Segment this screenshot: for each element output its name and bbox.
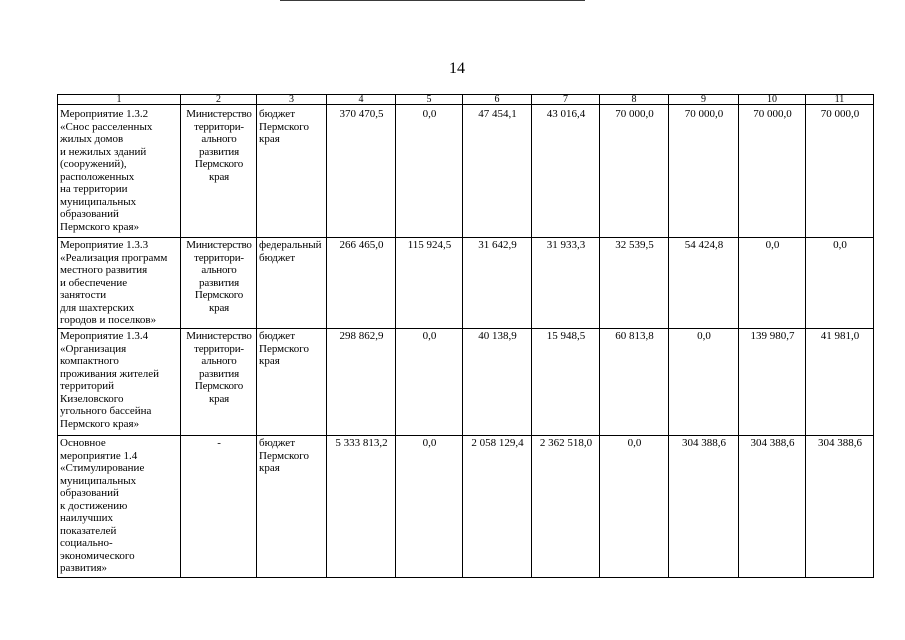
text-line: бюджет bbox=[259, 108, 295, 120]
cell-value: 0,0 bbox=[669, 329, 739, 436]
text-line: «Реализация программ bbox=[60, 251, 168, 264]
column-number: 1 bbox=[58, 95, 181, 105]
text-line: и нежилых зданий bbox=[60, 145, 147, 158]
cell-value: 0,0 bbox=[396, 436, 463, 578]
text-line: к достижению bbox=[60, 499, 128, 512]
text-line: муниципальных bbox=[60, 474, 137, 487]
header-row bbox=[58, 95, 874, 105]
cell-value: 298 862,9 bbox=[327, 329, 396, 436]
text-line: Пермского bbox=[194, 289, 244, 301]
cell-value: 2 362 518,0 bbox=[532, 436, 600, 578]
cell-value: 304 388,6 bbox=[739, 436, 806, 578]
text-line: образований bbox=[60, 487, 119, 499]
cell-value: 0,0 bbox=[739, 238, 806, 329]
text-line: показателей bbox=[60, 524, 117, 537]
cell-value: 266 465,0 bbox=[327, 238, 396, 329]
text-line: края bbox=[209, 392, 229, 405]
cell-value: 2 058 129,4 bbox=[463, 436, 532, 578]
cell-executor bbox=[181, 436, 257, 578]
text-line: Пермского края» bbox=[60, 220, 140, 233]
text-line: и обеспечение bbox=[60, 276, 128, 289]
text-line: Пермского bbox=[194, 380, 244, 392]
text-line: занятости bbox=[60, 289, 107, 301]
cell-value: 15 948,5 bbox=[532, 329, 600, 436]
text-line: территори- bbox=[194, 342, 244, 355]
text-line: Мероприятие 1.3.4 bbox=[60, 330, 149, 342]
text-line: - bbox=[217, 437, 221, 449]
column-number: 2 bbox=[181, 95, 257, 105]
text-line: Пермского bbox=[259, 120, 310, 133]
cell-value: 70 000,0 bbox=[739, 105, 806, 238]
table-row bbox=[58, 436, 874, 578]
cell-value: 40 138,9 bbox=[463, 329, 532, 436]
text-line: «Снос расселенных bbox=[60, 120, 153, 133]
text-line: жилых домов bbox=[60, 133, 124, 145]
cell-value: 31 642,9 bbox=[463, 238, 532, 329]
cell-funding-source bbox=[257, 436, 327, 578]
cell-value: 0,0 bbox=[600, 436, 669, 578]
text-line: территори- bbox=[194, 120, 244, 133]
text-line: развития bbox=[199, 145, 239, 158]
cell-funding-source bbox=[257, 105, 327, 238]
text-line: края bbox=[259, 462, 280, 474]
text-line: «Стимулирование bbox=[60, 462, 145, 474]
text-line: ального bbox=[201, 355, 237, 367]
cell-value: 0,0 bbox=[396, 105, 463, 238]
text-line: муниципальных bbox=[60, 195, 137, 208]
cell-value: 304 388,6 bbox=[669, 436, 739, 578]
cell-value: 70 000,0 bbox=[600, 105, 669, 238]
cell-value: 0,0 bbox=[806, 238, 874, 329]
cell-value: 370 470,5 bbox=[327, 105, 396, 238]
text-line: развития» bbox=[60, 562, 108, 574]
cell-value: 70 000,0 bbox=[669, 105, 739, 238]
cell-value: 139 980,7 bbox=[739, 329, 806, 436]
cell-value: 0,0 bbox=[396, 329, 463, 436]
text-line: «Организация bbox=[60, 342, 127, 355]
text-line: Министерство bbox=[186, 239, 252, 251]
cell-value: 304 388,6 bbox=[806, 436, 874, 578]
text-line: местного развития bbox=[60, 264, 148, 276]
cell-executor bbox=[181, 238, 257, 329]
column-number: 10 bbox=[739, 95, 806, 105]
cell-funding-source bbox=[257, 329, 327, 436]
text-line: края bbox=[209, 170, 229, 183]
cell-value: 43 016,4 bbox=[532, 105, 600, 238]
column-number: 4 bbox=[327, 95, 396, 105]
text-line: Министерство bbox=[186, 330, 252, 342]
text-line: угольного бассейна bbox=[60, 405, 152, 417]
cell-value: 5 333 813,2 bbox=[327, 436, 396, 578]
text-line: экономического bbox=[60, 549, 135, 562]
column-number: 3 bbox=[257, 95, 327, 105]
text-line: на территории bbox=[60, 183, 128, 195]
cell-value: 115 924,5 bbox=[396, 238, 463, 329]
text-line: (сооружений), bbox=[60, 158, 127, 170]
text-line: Пермского края» bbox=[60, 417, 140, 430]
text-line: Пермского bbox=[194, 158, 244, 170]
text-line: края bbox=[259, 355, 280, 367]
table-row bbox=[58, 329, 874, 436]
text-line: ального bbox=[201, 133, 237, 145]
cell-value: 32 539,5 bbox=[600, 238, 669, 329]
text-line: компактного bbox=[60, 355, 119, 367]
table-row bbox=[58, 238, 874, 329]
text-line: Мероприятие 1.3.3 bbox=[60, 239, 149, 251]
cell-value: 47 454,1 bbox=[463, 105, 532, 238]
column-number: 9 bbox=[669, 95, 739, 105]
cell-executor bbox=[181, 105, 257, 238]
page-number: 14 bbox=[449, 60, 465, 77]
text-line: бюджет bbox=[259, 330, 295, 342]
text-line: проживания жителей bbox=[60, 367, 160, 380]
text-line: расположенных bbox=[60, 170, 135, 183]
text-line: края bbox=[209, 301, 229, 314]
text-line: Пермского bbox=[259, 449, 310, 462]
cell-funding-source bbox=[257, 238, 327, 329]
text-line: развития bbox=[199, 276, 239, 289]
table-row bbox=[58, 105, 874, 238]
text-line: для шахтерских bbox=[60, 301, 135, 314]
column-number: 7 bbox=[532, 95, 600, 105]
text-line: бюджет bbox=[259, 437, 295, 449]
cell-value: 54 424,8 bbox=[669, 238, 739, 329]
text-line: Пермского bbox=[259, 342, 310, 355]
text-line: городов и поселков» bbox=[60, 314, 157, 326]
cell-value: 60 813,8 bbox=[600, 329, 669, 436]
text-line: развития bbox=[199, 367, 239, 380]
text-line: федеральный bbox=[259, 239, 322, 251]
text-line: ального bbox=[201, 264, 237, 276]
text-line: территорий bbox=[60, 380, 115, 392]
text-line: Кизеловского bbox=[60, 392, 124, 405]
scan-edge-line bbox=[280, 0, 585, 1]
text-line: Министерство bbox=[186, 108, 252, 120]
text-line: образований bbox=[60, 208, 119, 220]
text-line: социально- bbox=[60, 537, 113, 549]
cell-activity bbox=[58, 238, 181, 329]
text-line: Основное bbox=[60, 437, 106, 449]
text-line: Мероприятие 1.3.2 bbox=[60, 108, 149, 120]
cell-value: 70 000,0 bbox=[806, 105, 874, 238]
text-line: наилучших bbox=[60, 512, 114, 524]
column-number: 5 bbox=[396, 95, 463, 105]
column-number: 8 bbox=[600, 95, 669, 105]
text-line: бюджет bbox=[259, 251, 295, 264]
text-line: территори- bbox=[194, 251, 244, 264]
text-line: мероприятие 1.4 bbox=[60, 449, 138, 462]
cell-activity bbox=[58, 105, 181, 238]
column-number: 6 bbox=[463, 95, 532, 105]
cell-executor bbox=[181, 329, 257, 436]
cell-activity bbox=[58, 436, 181, 578]
cell-value: 41 981,0 bbox=[806, 329, 874, 436]
cell-value: 31 933,3 bbox=[532, 238, 600, 329]
cell-activity bbox=[58, 329, 181, 436]
program-table bbox=[57, 94, 874, 578]
column-number: 11 bbox=[806, 95, 874, 105]
text-line: края bbox=[259, 133, 280, 145]
